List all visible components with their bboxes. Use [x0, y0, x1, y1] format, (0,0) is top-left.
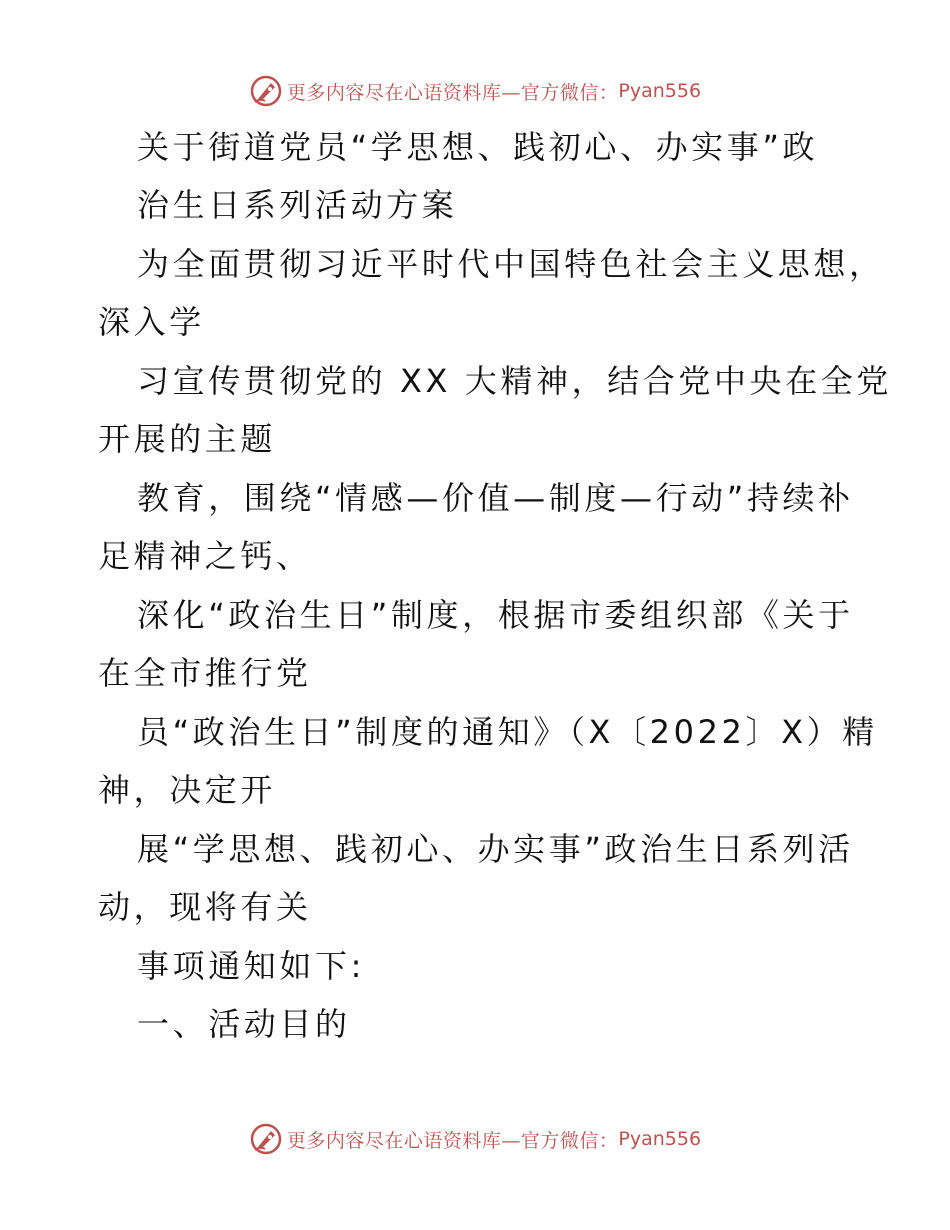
watermark-wechat-id: Pyan556: [618, 80, 702, 102]
paragraph-line: 教育，围绕“情感—价值—制度—行动”持续补: [137, 479, 854, 517]
watermark-text: 更多内容尽在心语资料库—官方微信：: [286, 1129, 619, 1152]
paragraph-line: 事项通知如下:: [137, 947, 365, 985]
paragraph-line: 开展的主题: [98, 420, 277, 458]
paragraph-line: 员“政治生日”制度的通知》（X〔2022〕X）精: [137, 713, 878, 751]
document-title-line-2: 治生日系列活动方案: [137, 186, 458, 224]
paragraph-line: 足精神之钙、: [98, 537, 312, 575]
paragraph-line: 神，决定开: [98, 771, 277, 809]
paragraph-line: 深化“政治生日”制度，根据市委组织部《关于: [137, 596, 854, 634]
paragraph-line: 动，现将有关: [98, 888, 312, 926]
section-heading: 一、活动目的: [137, 1005, 351, 1043]
paragraph-line: 在全市推行党: [98, 654, 312, 692]
watermark-text: 更多内容尽在心语资料库—官方微信：: [286, 81, 619, 104]
paragraph-line: 为全面贯彻习近平时代中国特色社会主义思想，: [137, 245, 885, 283]
paragraph-line: 习宣传贯彻党的 XX 大精神，结合党中央在全党: [137, 362, 892, 400]
pen-nib-logo-icon: [249, 1122, 283, 1156]
paragraph-line: 深入学: [98, 303, 205, 341]
watermark-wechat-id: Pyan556: [618, 1128, 702, 1150]
footer-watermark: [0, 1119, 950, 1159]
document-title-line-1: 关于街道党员“学思想、践初心、办实事”政: [137, 128, 819, 166]
paragraph-line: 展“学思想、践初心、办实事”政治生日系列活: [137, 830, 854, 868]
